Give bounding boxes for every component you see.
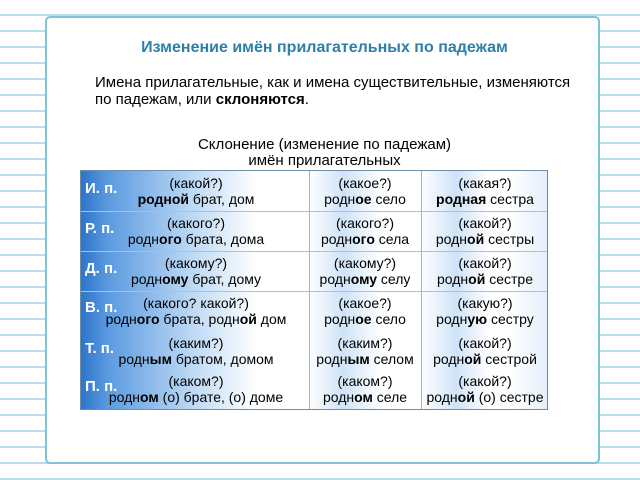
case-question: (какого? какой?)	[143, 295, 249, 311]
word-part: родн	[127, 231, 160, 247]
word-part: родн	[426, 389, 458, 405]
word-form	[309, 389, 421, 405]
case-question: (какому?)	[164, 255, 228, 271]
ending-highlight: родная	[436, 191, 487, 207]
case-question: (какого?)	[167, 215, 225, 231]
case-label: Т. п.	[85, 340, 115, 357]
ending-highlight: ое	[355, 311, 372, 327]
word-form	[421, 311, 549, 327]
word-form	[421, 351, 549, 367]
ending-highlight: ому	[350, 271, 378, 287]
word-part: брат, дому	[188, 271, 262, 287]
word-part: дом	[256, 311, 287, 327]
word-part: родн	[433, 351, 465, 367]
word-part: родн	[108, 389, 141, 405]
table-cell	[309, 335, 421, 367]
ending-highlight: ой	[468, 271, 486, 287]
word-form	[421, 271, 549, 287]
word-part: сестрой	[481, 351, 537, 367]
word-part: брат, дом	[189, 191, 255, 207]
ending-highlight: ой	[239, 311, 257, 327]
row-divider	[81, 291, 547, 292]
word-part: сестре	[485, 271, 533, 287]
table-cell	[82, 335, 310, 367]
case-label: Д. п.	[85, 260, 118, 277]
word-part: брата, родн	[159, 311, 240, 327]
ending-highlight: ой	[467, 231, 485, 247]
word-part: селом	[369, 351, 414, 367]
word-part: родн	[316, 351, 348, 367]
intro-term: склоняются	[215, 91, 305, 108]
word-part: родн	[324, 191, 356, 207]
word-form	[421, 389, 549, 405]
table-cell	[82, 255, 310, 287]
word-part: родн	[322, 389, 355, 405]
word-part: (о) брате, (о) доме	[158, 389, 284, 405]
word-form	[82, 351, 310, 367]
case-question: (какой?)	[458, 215, 512, 231]
table-cell	[309, 215, 421, 247]
case-question: (какой?)	[169, 175, 223, 191]
ending-highlight: ом	[354, 389, 373, 405]
table-cell	[421, 175, 549, 207]
word-form	[82, 231, 310, 247]
row-divider	[81, 211, 547, 212]
ending-highlight: ую	[467, 311, 488, 327]
word-part: родн	[324, 311, 356, 327]
table-caption	[47, 137, 602, 169]
word-part: родн	[320, 231, 353, 247]
ending-highlight: ой	[464, 351, 482, 367]
table-cell	[82, 175, 310, 207]
word-form	[421, 231, 549, 247]
word-part: сестру	[487, 311, 534, 327]
word-part: (о) сестре	[474, 389, 544, 405]
intro-paragraph	[95, 74, 575, 108]
case-question: (какую?)	[457, 295, 513, 311]
word-part: родн	[436, 311, 468, 327]
word-part: брата, дома	[181, 231, 265, 247]
case-question: (какому?)	[333, 255, 397, 271]
word-part: родн	[105, 311, 137, 327]
case-question: (какой?)	[458, 255, 512, 271]
case-label: П. п.	[85, 378, 118, 395]
table-cell	[309, 373, 421, 405]
table-cell	[421, 373, 549, 405]
table-cell	[421, 215, 549, 247]
case-question: (каким?)	[337, 335, 393, 351]
ending-highlight: ой	[457, 389, 475, 405]
case-question: (каком?)	[168, 373, 224, 389]
word-part: села	[374, 231, 410, 247]
case-question: (какого?)	[336, 215, 394, 231]
case-question: (какое?)	[338, 295, 392, 311]
table-cell	[309, 255, 421, 287]
page-title: Изменение имён прилагательных по падежам	[141, 39, 508, 56]
caption-line-2: имён прилагательных	[248, 152, 401, 169]
ending-highlight: ого	[352, 231, 375, 247]
caption-line-1: Склонение (изменение по падежам)	[197, 136, 452, 153]
word-form	[309, 191, 421, 207]
lesson-card	[45, 16, 600, 464]
case-question: (какое?)	[338, 175, 392, 191]
word-form	[82, 311, 310, 327]
ending-highlight: ого	[136, 311, 160, 327]
table-cell	[309, 175, 421, 207]
table-cell	[82, 373, 310, 405]
case-question: (каким?)	[168, 335, 224, 351]
declension-table	[80, 170, 548, 410]
table-cell	[421, 335, 549, 367]
word-part: сестры	[484, 231, 535, 247]
word-part: родн	[118, 351, 150, 367]
table-cell	[421, 295, 549, 327]
ending-highlight: ого	[159, 231, 182, 247]
word-part: селу	[377, 271, 411, 287]
word-part: сестра	[486, 191, 534, 207]
ending-highlight: ым	[347, 351, 370, 367]
word-part: село	[371, 311, 406, 327]
word-part: село	[371, 191, 406, 207]
ending-highlight: ому	[162, 271, 189, 287]
word-form	[82, 389, 310, 405]
word-part: родн	[130, 271, 163, 287]
case-question: (какой?)	[458, 373, 512, 389]
word-form	[309, 271, 421, 287]
ending-highlight: родной	[137, 191, 189, 207]
intro-line-2-end: .	[304, 91, 309, 108]
word-form	[421, 191, 549, 207]
case-question: (какая?)	[458, 175, 512, 191]
table-cell	[82, 215, 310, 247]
word-part: братом, домом	[171, 351, 274, 367]
word-form	[309, 311, 421, 327]
intro-line-2-start: по падежам, или	[95, 91, 216, 108]
ending-highlight: ом	[140, 389, 159, 405]
word-part: родн	[319, 271, 351, 287]
table-cell	[82, 295, 310, 327]
word-part: родн	[435, 231, 468, 247]
word-form	[82, 191, 310, 207]
ending-highlight: ым	[149, 351, 172, 367]
table-cell	[309, 295, 421, 327]
case-label: Р. п.	[85, 220, 115, 237]
case-label: И. п.	[85, 180, 118, 197]
word-part: селе	[372, 389, 408, 405]
case-question: (каком?)	[337, 373, 393, 389]
table-cell	[421, 255, 549, 287]
word-part: родн	[436, 271, 469, 287]
case-label: В. п.	[85, 299, 118, 316]
row-divider	[81, 251, 547, 252]
case-question: (какой?)	[458, 335, 512, 351]
ending-highlight: ое	[355, 191, 372, 207]
intro-line-1: Имена прилагательные, как и имена существительные, изменяются	[95, 74, 571, 91]
word-form	[309, 351, 421, 367]
word-form	[309, 231, 421, 247]
word-form	[82, 271, 310, 287]
